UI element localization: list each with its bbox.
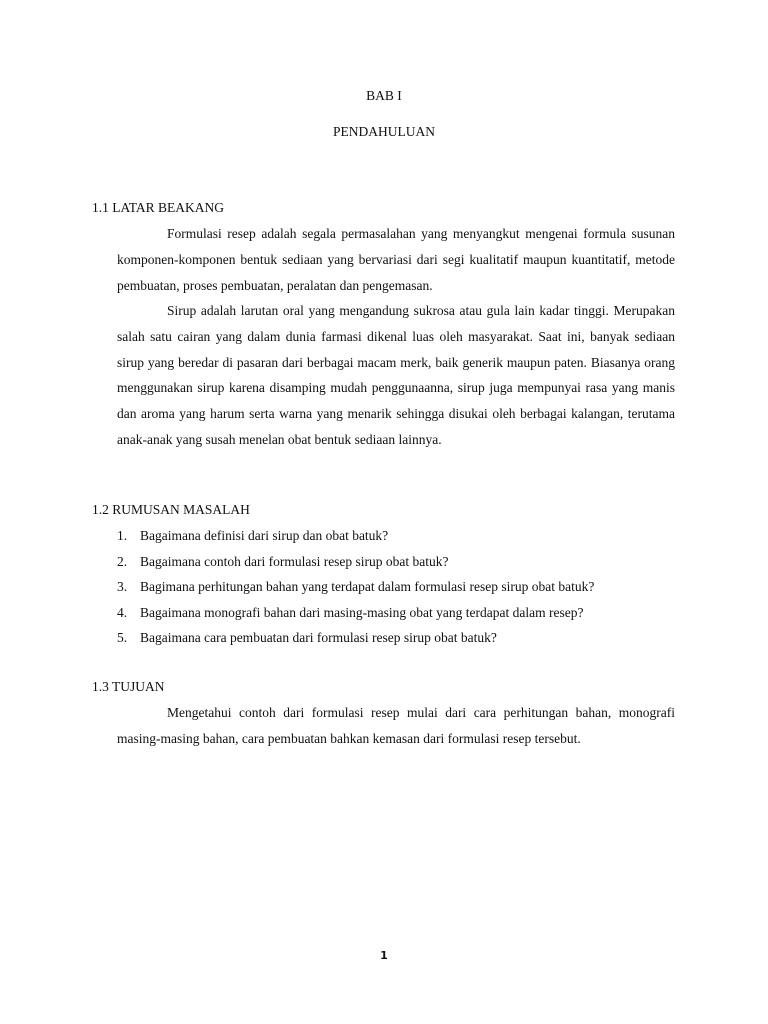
section-heading-tujuan: 1.3 TUJUAN [92,679,165,694]
list-text: Bagimana perhitungan bahan yang terdapat dalam formulasi resep sirup obat batuk? [140,579,595,594]
list-item [117,579,677,605]
list-text: Bagaimana contoh dari formulasi resep sirup obat batuk? [140,553,449,569]
paragraph-latar-2: Sirup adalah larutan oral yang mengandung sukrosa atau gula lain kadar tinggi. Merupakan salah satu cairan yang dalam dunia farmasi dikenal luas oleh masyarakat. Saat ini, banyak sediaan sirup yang beredar di pasaran dari berbagai macam merk, baik generik maupun paten. Biasanya orang menggunakan sirup karena disamping mudah penggunaanna, sirup juga mempunyai rasa yang manis dan aroma yang harum serta warna yang menarik sehingga disukai oleh berbagai kalangan, terutama anak-anak yang susah menelan obat bentuk sediaan lainnya. [117,303,675,447]
list-number: 1. [117,528,128,543]
list-item [117,528,677,554]
chapter-title: PENDAHULUAN [333,124,435,139]
section-heading-rumusan: 1.2 RUMUSAN MASALAH [92,502,250,517]
paragraph-latar-1: Formulasi resep adalah segala permasalahan yang menyangkut mengenai formula susunan komponen-komponen bentuk sediaan yang bervariasi dari segi kualitatif maupun kuantitatif, metode pembuatan, proses pembuatan, peralatan dan pengemasan. [117,226,675,293]
page-number: 1 [380,949,388,962]
list-text: Bagaimana cara pembuatan dari formulasi resep sirup obat batuk? [140,630,497,645]
list-text: Bagaimana monografi bahan dari masing-masing obat yang terdapat dalam resep? [140,604,584,620]
problem-list [117,528,677,656]
paragraph-tujuan: Mengetahui contoh dari formulasi resep mulai dari cara perhitungan bahan, monografi masing-masing bahan, cara pembuatan bahkan kemasan dari formulasi resep tersebut. [117,705,675,746]
list-text: Bagaimana definisi dari sirup dan obat batuk? [140,528,389,543]
list-number: 5. [117,630,128,645]
chapter-label: BAB I [366,88,402,103]
list-item [117,605,677,631]
section-heading-latar: 1.1 LATAR BEAKANG [92,200,225,215]
list-number: 3. [117,579,128,594]
list-number: 4. [117,604,128,620]
list-number: 2. [117,553,128,569]
list-item [117,554,677,580]
list-item [117,630,677,656]
